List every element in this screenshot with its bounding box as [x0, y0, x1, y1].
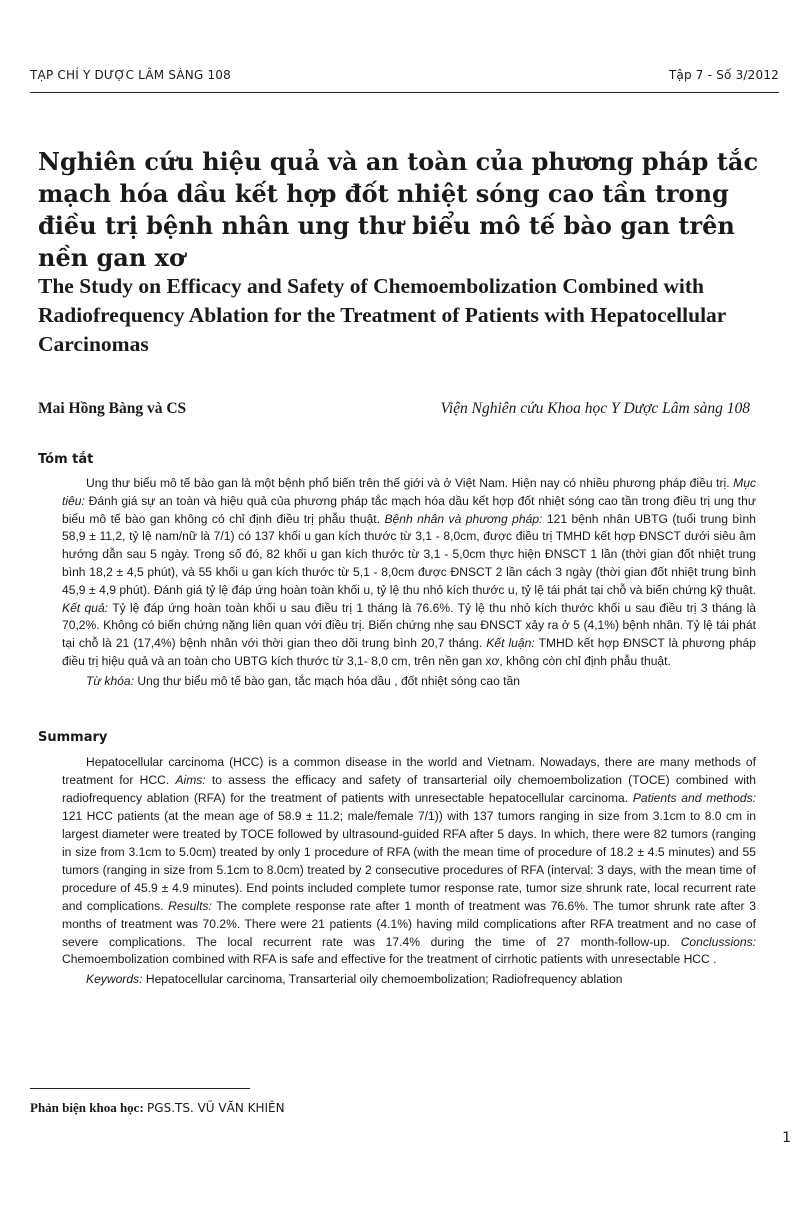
page-number: 1 [782, 1130, 791, 1146]
doituong-label: Bệnh nhân và phương pháp: [384, 511, 543, 526]
methods-text: 121 HCC patients (at the mean age of 58.9 ± 11.2; male/female 7/1)) with 137 tumors ranging in size from 3.1cm to 8.0 cm in largest diameter were treated by TOCE followed by ultrasound-guided RFA after 5 days. In which, there were 82 tumors (ranging in size from 3.1cm to 5.0cm) treated by only 1 procedure of RFA (with the mean time of procedure of 18.2 ± 4.5 minutes) and 55 tumors (ranging in size from 5.1cm to 8.0cm) treated by 2 consecutive procedures of RFA (interval: 3 days, with the mean time of procedure of 45.9 ± 4.9 minutes). End points included complete tumor response rate, tumor size shrunk rate, local recurrent rate and complications. [62, 808, 756, 913]
header-divider [30, 92, 779, 93]
tukhoa-text: Ung thư biểu mô tế bào gan, tắc mạch hóa dầu , đốt nhiệt sóng cao tần [137, 673, 520, 688]
reviewer-name: PGS.TS. VŨ VĂN KHIÊN [147, 1101, 285, 1115]
results-text: The complete response rate after 1 month of treatment was 76.6%. The tumor shrunk rate after 3 months of treatment was 70.2%. There were 21 patients (4.1%) having mild complications after RFA treatment and no case of severe complications. The local recurrent rate was 17.4% during the time of 27 month-follow-up. [62, 898, 756, 949]
summary-paragraph [62, 754, 756, 969]
keywords-label: Keywords: [86, 972, 143, 987]
tomtat-body [62, 475, 756, 691]
tukhoa-label: Từ khóa: [86, 673, 134, 688]
footnote-divider [30, 1088, 250, 1089]
summary-intro: Hepatocellular carcinoma (HCC) is a common disease in the world and Vietnam. Nowadays, there are many methods of treatment for HCC. [62, 755, 756, 787]
reviewer-footnote [30, 1100, 285, 1116]
affiliation: Viện Nghiên cứu Khoa học Y Dược Lâm sàng 108 [440, 400, 750, 417]
issue-number: Tập 7 - Số 3/2012 [668, 68, 779, 82]
keywords-text: Hepatocellular carcinoma, Transarterial oily chemoembolization; Radiofrequency ablation [145, 972, 623, 987]
results-label: Results: [168, 898, 212, 913]
tomtat-paragraph [62, 475, 756, 671]
title-english: The Study on Efficacy and Safety of Chemoembolization Combined with Radiofrequency Ablation for the Treatment of Patients with Hepatocellular Carcinomas [38, 274, 726, 356]
ketqua-text: Tỷ lệ đáp ứng hoàn toàn khối u sau điều trị 1 tháng là 76.6%. Tỷ lệ thu nhỏ kích thước khối u sau điều trị 3 tháng là 70,2%. Không có biến chứng nặng liên quan với điều trị. Biến chứng nhẹ sau ĐNSCT xảy ra ở 5 (4,1%) bệnh nhân. Tỷ lệ tái phát tại chỗ là 21 (17,4%) bệnh nhân với thời gian theo dõi trung bình 20,7 tháng. [62, 600, 756, 651]
methods-label: Patients and methods: [632, 790, 757, 805]
doituong-text: 121 bệnh nhân UBTG (tuổi trung bình 58,9 ± 11,2, tỷ lệ nam/nữ là 7/1) có 137 khối u gan kích thước từ 3,1 - 8,0cm, được điều trị TMHD kết hợp ĐNSCT dưới siêu âm hướng dẫn sau 5 ngày. Trong số đó, 82 khối u gan kích thước từ 3,1 - 5,0cm thực hiện ĐNSCT 1 lần (thời gian đốt nhiệt trung bình 18,2 ± 4,5 phút), và 55 khối u gan kích thước từ 5,1 - 8,0cm được ĐNSCT 2 lần cách 3 ngày (thời gian đốt nhiệt trung bình 45,9 ± 4,9 phút). Đánh giá tỷ lệ đáp ứng hoàn toàn khối u, tỷ lệ thu nhỏ kích thước u, tỷ lệ tái phát tại chỗ và biến chứng kỹ thuật. [62, 511, 756, 597]
tomtat-keywords [62, 673, 756, 691]
tomtat-intro: Ung thư biểu mô tế bào gan là một bệnh phổ biến trên thế giới và ở Việt Nam. Hiện nay có nhiều phương pháp điều trị. [86, 476, 730, 490]
authors: Mai Hồng Bàng và CS [38, 400, 187, 417]
tomtat-heading: Tóm tắt [38, 452, 94, 467]
conclusions-text: Chemoembolization combined with RFA is safe and effective for the treatment of cirrhotic patients with unresectable HCC . [62, 952, 717, 967]
conclusions-label: Conclussions: [680, 934, 756, 949]
summary-heading: Summary [38, 730, 108, 745]
muctieu-text: Đánh giá sự an toàn và hiệu quả của phương pháp tắc mạch hóa dầu kết hợp đốt nhiệt sóng cao tần trong điều trị ung thư biểu mô tế bào gan không có chỉ định điều trị phẫu thuật. [62, 493, 756, 526]
aims-text: to assess the efficacy and safety of transarterial oily chemoembolization (TOCE) combined with radiofrequency ablation (RFA) for the treatment of patients with unresectable hepatocellular carcinoma. [62, 772, 756, 805]
running-header [30, 64, 779, 88]
journal-name: TẠP CHÍ Y DƯỢC LÂM SÀNG 108 [30, 68, 231, 82]
ketqua-label: Kết quả: [62, 600, 109, 615]
summary-body [62, 754, 756, 989]
ketluan-label: Kết luận: [486, 636, 535, 651]
title-vietnamese: Nghiên cứu hiệu quả và an toàn của phương pháp tắc mạch hóa dầu kết hợp đốt nhiệt sóng cao tần trong điều trị bệnh nhân ung thư biểu mô tế bào gan trên nền gan xơ [38, 147, 759, 272]
muctieu-label: Mục tiêu: [62, 476, 756, 508]
summary-keywords [62, 971, 756, 989]
aims-label: Aims: [175, 772, 206, 787]
ketluan-text: TMHD kết hợp ĐNSCT là phương pháp điều trị hiệu quả và an toàn cho UBTG kích thước từ 3,1- 8,0 cm, trên nền gan xơ, không còn chỉ định phẫu thuật. [62, 636, 756, 668]
reviewer-label: Phản biện khoa học: [30, 1100, 144, 1115]
